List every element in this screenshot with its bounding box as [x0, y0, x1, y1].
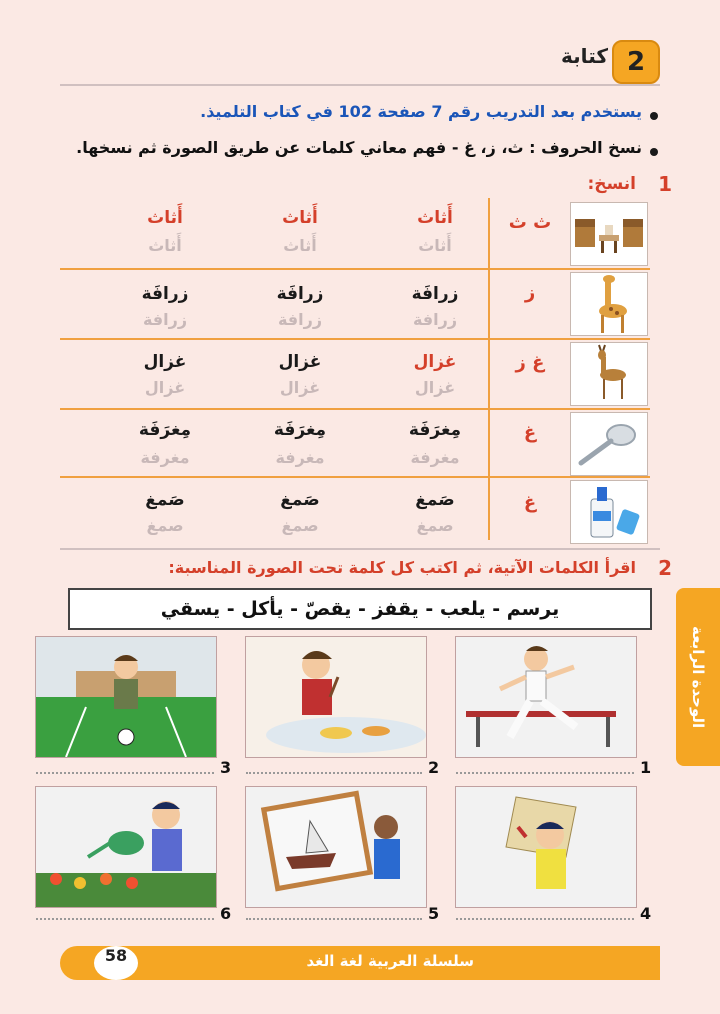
trace-row-3-col-1: غزال	[414, 378, 456, 397]
answer-line-4[interactable]	[456, 918, 634, 920]
picture-number-5: 5	[428, 904, 440, 923]
word-row-1-col-2: أَثاث	[282, 208, 318, 228]
word-row-3-col-1-text: غزال	[413, 352, 457, 372]
row-divider	[60, 408, 650, 410]
word-row-3-col-3-text: غزال	[143, 352, 187, 372]
row-divider	[60, 476, 650, 478]
furniture-image	[570, 202, 648, 266]
picture-number-6: 6	[220, 904, 232, 923]
trace-row-5-col-2: صمغ	[281, 516, 319, 535]
trace-row-5-col-1: صمغ	[416, 516, 454, 535]
letters-row-4: غ	[523, 422, 537, 443]
gazelle-image	[570, 342, 648, 406]
table-divider	[488, 198, 490, 540]
picture-drawing	[245, 786, 427, 908]
bullet-icon	[650, 148, 658, 156]
picture-number-4: 4	[640, 904, 652, 923]
trace-row-1-col-2: أَثاث	[283, 236, 317, 255]
trace-row-2-col-2: زرافة	[277, 310, 323, 329]
trace-row-3-col-3: غزال	[144, 378, 186, 397]
trace-row-4-col-3: مغرفة	[140, 448, 190, 467]
word-row-5-col-2: صَمغ	[280, 490, 320, 510]
letters-row-5: غ	[523, 492, 537, 513]
exercise-2-title: اقرأ الكلمات الآتية، ثم اكتب كل كلمة تحت الصورة المناسبة:	[168, 558, 636, 577]
word-row-4-col-2: مِغرَفَة	[273, 420, 327, 440]
word-row-2-col-2: زرافَة	[276, 284, 324, 304]
unit-side-label: الوحدة الرابعة	[689, 625, 707, 729]
trace-row-1-col-1: أَثاث	[418, 236, 452, 255]
answer-line-6[interactable]	[36, 918, 214, 920]
picture-watering	[35, 786, 217, 908]
word-row-4-col-1: مِغرَفَة	[408, 420, 462, 440]
exercise-2-number: 2	[658, 556, 672, 580]
word-row-3-col-1	[390, 352, 480, 372]
answer-line-3[interactable]	[36, 772, 214, 774]
giraffe-image	[570, 272, 648, 336]
picture-number-1: 1	[640, 758, 652, 777]
row-divider	[60, 338, 650, 340]
picture-cutting	[455, 786, 637, 908]
row-divider	[60, 268, 650, 270]
word-row-4-col-3: مِغرَفَة	[138, 420, 192, 440]
letters-row-3: غ ز	[515, 352, 545, 373]
trace-row-5-col-3: صمغ	[146, 516, 184, 535]
trace-row-2-col-1: زرافة	[412, 310, 458, 329]
picture-playing-football	[35, 636, 217, 758]
trace-row-3-col-2: غزال	[279, 378, 321, 397]
picture-number-3: 3	[220, 758, 232, 777]
word-row-3-col-2	[255, 352, 345, 372]
word-row-2-col-1: زرافَة	[411, 284, 459, 304]
letters-row-2: ز	[524, 282, 536, 303]
instruction-1: يستخدم بعد التدريب رقم 7 صفحة 102 في كتاب التلميذ.	[200, 102, 642, 121]
answer-line-1[interactable]	[456, 772, 634, 774]
glue-image	[570, 480, 648, 544]
section-divider	[60, 548, 660, 550]
series-name: سلسلة العربية لغة الغد	[306, 952, 474, 970]
answer-line-5[interactable]	[246, 918, 422, 920]
ladle-image	[570, 412, 648, 476]
trace-row-4-col-1: مغرفة	[410, 448, 460, 467]
exercise-1-number: 1	[658, 172, 672, 196]
trace-row-4-col-2: مغرفة	[275, 448, 325, 467]
word-row-3-col-2-text: غزال	[278, 352, 322, 372]
answer-line-2[interactable]	[246, 772, 422, 774]
word-row-5-col-3: صَمغ	[145, 490, 185, 510]
picture-eating	[245, 636, 427, 758]
section-number-badge: 2	[612, 40, 660, 84]
exercise-1-title: انسخ:	[587, 174, 636, 194]
section-title: كتابة	[561, 44, 608, 68]
copy-table	[60, 198, 650, 540]
trace-row-2-col-3: زرافة	[142, 310, 188, 329]
word-row-3-col-3	[120, 352, 210, 372]
letters-row-1: ث ث	[508, 212, 552, 233]
word-row-1-col-1: أَثاث	[417, 208, 453, 228]
word-row-2-col-3: زرافَة	[141, 284, 189, 304]
instruction-2: نسخ الحروف : ث، ز، غ - فهم معاني كلمات عن طريق الصورة ثم نسخها.	[76, 138, 642, 157]
header-divider	[60, 84, 660, 86]
word-row-1-col-3: أَثاث	[147, 208, 183, 228]
bullet-icon	[650, 112, 658, 120]
word-row-5-col-1: صَمغ	[415, 490, 455, 510]
picture-number-2: 2	[428, 758, 440, 777]
word-bank: يرسم - يلعب - يقفز - يقصّ - يأكل - يسقي	[68, 588, 652, 630]
page-number: 58	[94, 946, 138, 980]
trace-row-1-col-3: أَثاث	[148, 236, 182, 255]
picture-running	[455, 636, 637, 758]
